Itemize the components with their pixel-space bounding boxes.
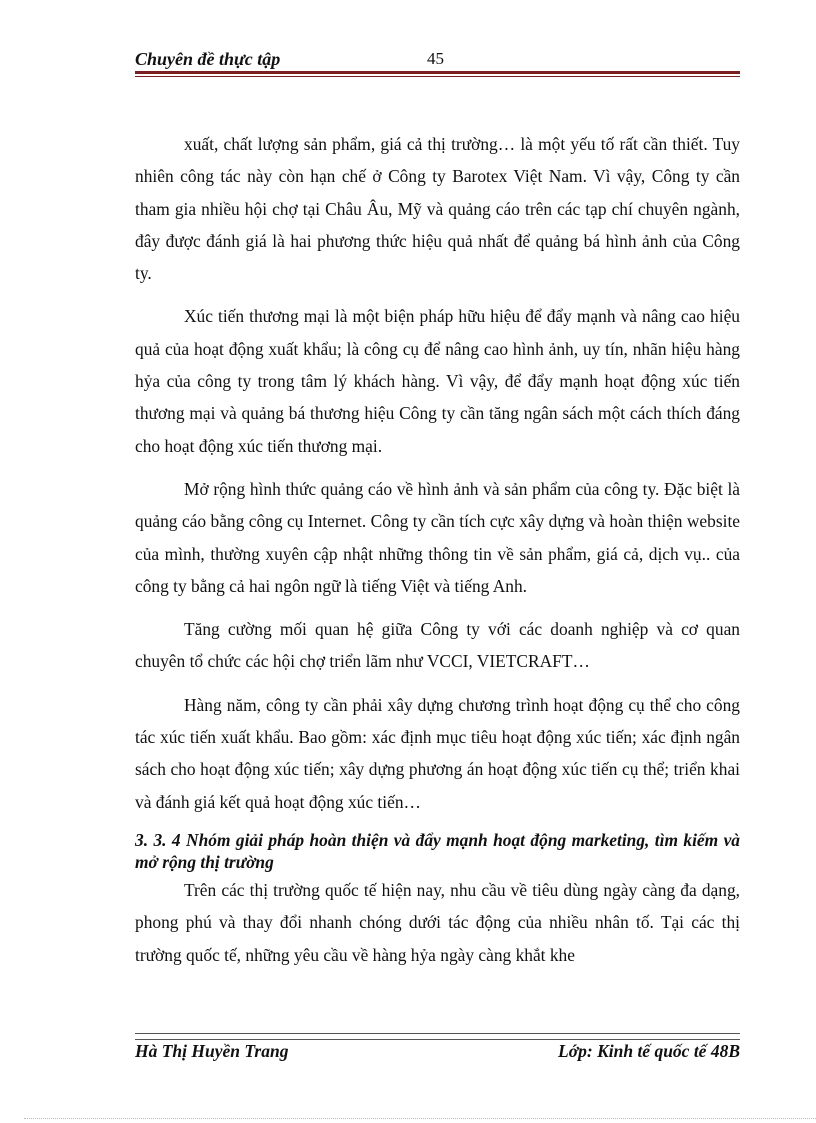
page-edge-divider (24, 1118, 816, 1119)
section-paragraph: Trên các thị trường quốc tế hiện nay, nhu cầu về tiêu dùng ngày càng đa dạng, phong phú và thay đổi nhanh chóng dưới tác động của nhiều nhân tố. Tại các thị trường quốc tế, những yêu cầu về hàng hỷa ngày càng khắt khe (135, 879, 740, 965)
page-number: 45 (427, 49, 444, 68)
paragraph-4: Tăng cường mối quan hệ giữa Công ty với các doanh nghiệp và cơ quan chuyên tổ chức các hội chợ triển lãm như VCCI, VIETCRAFT… (135, 619, 740, 672)
footer-class: Lớp: Kinh tế quốc tế 48B (558, 1041, 740, 1061)
page-body (135, 128, 740, 975)
header-title: Chuyên đề thực tập (135, 49, 281, 69)
header-rule (135, 71, 740, 77)
paragraph-5: Hàng năm, công ty cần phải xây dựng chương trình hoạt động cụ thể cho công tác xúc tiến xuất khẩu. Bao gồm: xác định mục tiêu hoạt động xúc tiến; xác định ngân sách cho hoạt động xúc tiến; xây dựng phương án hoạt động xúc tiến cụ thể; triển khai và đánh giá kết quả hoạt động xúc tiến… (135, 694, 740, 812)
paragraph-3: Mở rộng hình thức quảng cáo về hình ảnh và sản phẩm của công ty. Đặc biệt là quảng cáo bằng công cụ Internet. Công ty cần tích cực xây dựng và hoàn thiện website của mình, thường xuyên cập nhật những thông tin về sản phẩm, giá cả, dịch vụ.. của công ty bằng cả hai ngôn ngữ là tiếng Việt và tiếng Anh. (135, 478, 740, 596)
section-heading: 3. 3. 4 Nhóm giải pháp hoàn thiện và đẩy mạnh hoạt động marketing, tìm kiếm và mở rộng thị trường (135, 829, 740, 872)
page-footer (135, 1041, 740, 1065)
footer-author: Hà Thị Huyền Trang (135, 1041, 289, 1061)
footer-rule (135, 1033, 740, 1040)
paragraph-2: Xúc tiến thương mại là một biện pháp hữu hiệu để đẩy mạnh và nâng cao hiệu quả của hoạt động xuất khẩu; là công cụ để nâng cao hình ảnh, uy tín, nhãn hiệu hàng hỷa của công ty trong tâm lý khách hàng. Vì vậy, để đẩy mạnh hoạt động xúc tiến thương mại và quảng bá thương hiệu Công ty cần tăng ngân sách một cách thích đáng cho hoạt động xúc tiến thương mại. (135, 306, 740, 456)
paragraph-1: xuất, chất lượng sản phẩm, giá cả thị trường… là một yếu tố rất cần thiết. Tuy nhiên công tác này còn hạn chế ở Công ty Barotex Việt Nam. Vì vậy, Công ty cần tham gia nhiều hội chợ tại Châu Âu, Mỹ và quảng cáo trên các tạp chí chuyên ngành, đây được đánh giá là hai phương thức hiệu quả nhất để quảng bá hình ảnh của Công ty. (135, 134, 740, 284)
